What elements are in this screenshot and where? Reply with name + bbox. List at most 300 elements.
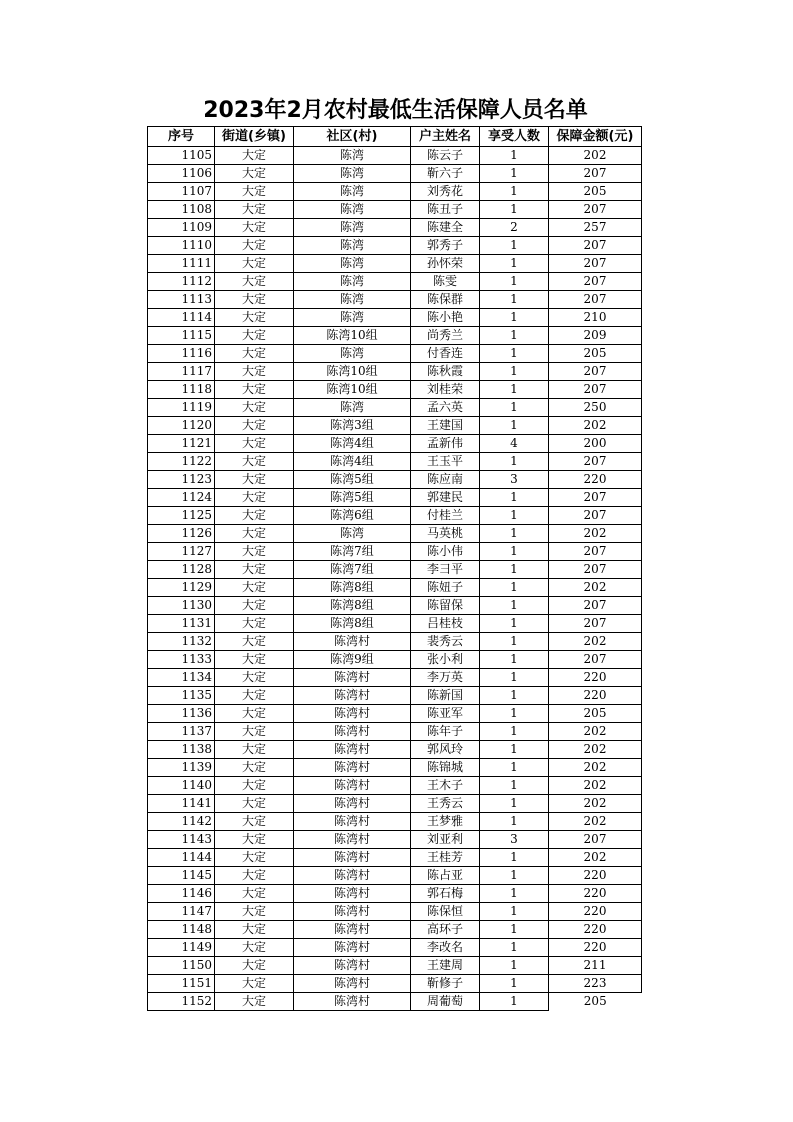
- cell-seq: 1112: [148, 273, 215, 291]
- cell-amount: 205: [549, 993, 642, 1011]
- cell-householder: 刘亚利: [411, 831, 480, 849]
- cell-householder: 郭建民: [411, 489, 480, 507]
- cell-persons: 1: [480, 273, 549, 291]
- cell-community: 陈湾村: [294, 975, 411, 993]
- cell-seq: 1120: [148, 417, 215, 435]
- cell-amount: 200: [549, 435, 642, 453]
- cell-householder: 高环子: [411, 921, 480, 939]
- cell-seq: 1105: [148, 147, 215, 165]
- cell-community: 陈湾村: [294, 813, 411, 831]
- cell-community: 陈湾3组: [294, 417, 411, 435]
- cell-street: 大定: [215, 417, 294, 435]
- cell-street: 大定: [215, 777, 294, 795]
- cell-persons: 2: [480, 219, 549, 237]
- cell-amount: 202: [549, 741, 642, 759]
- table-row: [148, 381, 642, 399]
- cell-street: 大定: [215, 183, 294, 201]
- table-row: [148, 543, 642, 561]
- table-row: [148, 417, 642, 435]
- cell-seq: 1137: [148, 723, 215, 741]
- cell-street: 大定: [215, 903, 294, 921]
- cell-seq: 1143: [148, 831, 215, 849]
- cell-householder: 王建国: [411, 417, 480, 435]
- cell-persons: 1: [480, 777, 549, 795]
- cell-community: 陈湾: [294, 183, 411, 201]
- cell-street: 大定: [215, 165, 294, 183]
- cell-householder: 陈保群: [411, 291, 480, 309]
- table-row: [148, 435, 642, 453]
- cell-street: 大定: [215, 255, 294, 273]
- cell-community: 陈湾10组: [294, 363, 411, 381]
- table-row: [148, 903, 642, 921]
- cell-community: 陈湾村: [294, 867, 411, 885]
- table-row: [148, 309, 642, 327]
- table-row: [148, 561, 642, 579]
- table-row: [148, 453, 642, 471]
- cell-householder: 张小利: [411, 651, 480, 669]
- cell-seq: 1136: [148, 705, 215, 723]
- cell-seq: 1147: [148, 903, 215, 921]
- cell-householder: 马英桃: [411, 525, 480, 543]
- cell-persons: 1: [480, 453, 549, 471]
- cell-persons: 1: [480, 687, 549, 705]
- cell-seq: 1122: [148, 453, 215, 471]
- cell-seq: 1150: [148, 957, 215, 975]
- table-row: [148, 993, 642, 1011]
- cell-persons: 1: [480, 867, 549, 885]
- table-row: [148, 255, 642, 273]
- cell-community: 陈湾: [294, 237, 411, 255]
- cell-street: 大定: [215, 741, 294, 759]
- cell-amount: 202: [549, 417, 642, 435]
- cell-householder: 郭秀子: [411, 237, 480, 255]
- cell-amount: 220: [549, 939, 642, 957]
- column-header-householder: 户主姓名: [411, 127, 480, 147]
- cell-community: 陈湾: [294, 309, 411, 327]
- cell-amount: 220: [549, 903, 642, 921]
- cell-street: 大定: [215, 201, 294, 219]
- cell-amount: 207: [549, 201, 642, 219]
- cell-amount: 250: [549, 399, 642, 417]
- cell-seq: 1121: [148, 435, 215, 453]
- cell-seq: 1148: [148, 921, 215, 939]
- cell-seq: 1129: [148, 579, 215, 597]
- cell-seq: 1126: [148, 525, 215, 543]
- cell-street: 大定: [215, 939, 294, 957]
- cell-persons: 1: [480, 237, 549, 255]
- cell-seq: 1116: [148, 345, 215, 363]
- cell-amount: 207: [549, 651, 642, 669]
- cell-householder: 陈应南: [411, 471, 480, 489]
- cell-street: 大定: [215, 471, 294, 489]
- cell-householder: 李改名: [411, 939, 480, 957]
- cell-street: 大定: [215, 345, 294, 363]
- cell-seq: 1109: [148, 219, 215, 237]
- table-row: [148, 615, 642, 633]
- cell-persons: 1: [480, 561, 549, 579]
- page-title: 2023年2月农村最低生活保障人员名单: [203, 98, 588, 123]
- cell-seq: 1145: [148, 867, 215, 885]
- cell-persons: 1: [480, 705, 549, 723]
- cell-householder: 王玉平: [411, 453, 480, 471]
- cell-community: 陈湾: [294, 147, 411, 165]
- cell-householder: 陈保恒: [411, 903, 480, 921]
- cell-street: 大定: [215, 525, 294, 543]
- cell-street: 大定: [215, 327, 294, 345]
- cell-amount: 207: [549, 507, 642, 525]
- cell-persons: 1: [480, 669, 549, 687]
- table-row: [148, 831, 642, 849]
- cell-community: 陈湾村: [294, 903, 411, 921]
- table-row: [148, 651, 642, 669]
- cell-amount: 207: [549, 543, 642, 561]
- cell-householder: 陈秋霞: [411, 363, 480, 381]
- cell-street: 大定: [215, 669, 294, 687]
- cell-seq: 1110: [148, 237, 215, 255]
- cell-seq: 1128: [148, 561, 215, 579]
- cell-seq: 1149: [148, 939, 215, 957]
- table-row: [148, 219, 642, 237]
- table-row: [148, 939, 642, 957]
- cell-householder: 王桂芳: [411, 849, 480, 867]
- cell-persons: 1: [480, 741, 549, 759]
- cell-seq: 1106: [148, 165, 215, 183]
- cell-amount: 207: [549, 453, 642, 471]
- cell-persons: 1: [480, 759, 549, 777]
- cell-amount: 207: [549, 237, 642, 255]
- cell-amount: 205: [549, 705, 642, 723]
- cell-householder: 李万英: [411, 669, 480, 687]
- table-row: [148, 363, 642, 381]
- cell-community: 陈湾8组: [294, 597, 411, 615]
- cell-persons: 1: [480, 849, 549, 867]
- cell-street: 大定: [215, 795, 294, 813]
- cell-persons: 1: [480, 615, 549, 633]
- cell-community: 陈湾: [294, 165, 411, 183]
- cell-persons: 1: [480, 345, 549, 363]
- cell-amount: 205: [549, 183, 642, 201]
- table-row: [148, 399, 642, 417]
- cell-persons: 1: [480, 399, 549, 417]
- cell-community: 陈湾8组: [294, 615, 411, 633]
- cell-seq: 1114: [148, 309, 215, 327]
- cell-persons: 1: [480, 147, 549, 165]
- cell-seq: 1118: [148, 381, 215, 399]
- cell-persons: 1: [480, 417, 549, 435]
- cell-community: 陈湾7组: [294, 561, 411, 579]
- cell-seq: 1123: [148, 471, 215, 489]
- cell-seq: 1151: [148, 975, 215, 993]
- table-row: [148, 597, 642, 615]
- cell-street: 大定: [215, 219, 294, 237]
- cell-amount: 202: [549, 147, 642, 165]
- cell-seq: 1132: [148, 633, 215, 651]
- cell-community: 陈湾: [294, 273, 411, 291]
- table-row: [148, 327, 642, 345]
- cell-street: 大定: [215, 453, 294, 471]
- cell-street: 大定: [215, 291, 294, 309]
- table-row: [148, 705, 642, 723]
- cell-amount: 211: [549, 957, 642, 975]
- cell-householder: 孟新伟: [411, 435, 480, 453]
- cell-community: 陈湾: [294, 345, 411, 363]
- cell-street: 大定: [215, 867, 294, 885]
- cell-persons: 1: [480, 885, 549, 903]
- cell-persons: 4: [480, 435, 549, 453]
- cell-amount: 202: [549, 525, 642, 543]
- cell-street: 大定: [215, 759, 294, 777]
- cell-seq: 1144: [148, 849, 215, 867]
- cell-community: 陈湾村: [294, 777, 411, 795]
- cell-amount: 207: [549, 363, 642, 381]
- cell-householder: 裴秀云: [411, 633, 480, 651]
- cell-seq: 1130: [148, 597, 215, 615]
- table-row: [148, 525, 642, 543]
- cell-householder: 孟六英: [411, 399, 480, 417]
- cell-street: 大定: [215, 507, 294, 525]
- cell-street: 大定: [215, 993, 294, 1011]
- cell-street: 大定: [215, 399, 294, 417]
- cell-householder: 陈丑子: [411, 201, 480, 219]
- cell-householder: 陈妞子: [411, 579, 480, 597]
- cell-seq: 1131: [148, 615, 215, 633]
- cell-community: 陈湾: [294, 291, 411, 309]
- cell-persons: 1: [480, 597, 549, 615]
- cell-persons: 1: [480, 993, 549, 1011]
- cell-householder: 陈云子: [411, 147, 480, 165]
- table-row: [148, 489, 642, 507]
- cell-persons: 1: [480, 975, 549, 993]
- cell-street: 大定: [215, 489, 294, 507]
- cell-street: 大定: [215, 723, 294, 741]
- cell-seq: 1125: [148, 507, 215, 525]
- cell-amount: 202: [549, 723, 642, 741]
- table-row: [148, 201, 642, 219]
- cell-seq: 1133: [148, 651, 215, 669]
- cell-community: 陈湾村: [294, 957, 411, 975]
- cell-seq: 1124: [148, 489, 215, 507]
- cell-seq: 1141: [148, 795, 215, 813]
- cell-householder: 陈占亚: [411, 867, 480, 885]
- cell-persons: 1: [480, 651, 549, 669]
- cell-street: 大定: [215, 381, 294, 399]
- cell-seq: 1111: [148, 255, 215, 273]
- table-row: [148, 957, 642, 975]
- cell-householder: 王木子: [411, 777, 480, 795]
- cell-community: 陈湾8组: [294, 579, 411, 597]
- cell-householder: 陈小伟: [411, 543, 480, 561]
- cell-community: 陈湾10组: [294, 381, 411, 399]
- cell-amount: 220: [549, 687, 642, 705]
- table-row: [148, 975, 642, 993]
- cell-persons: 1: [480, 183, 549, 201]
- cell-amount: 205: [549, 345, 642, 363]
- column-header-persons: 享受人数: [480, 127, 549, 147]
- cell-street: 大定: [215, 885, 294, 903]
- table-row: [148, 507, 642, 525]
- cell-community: 陈湾村: [294, 687, 411, 705]
- cell-street: 大定: [215, 957, 294, 975]
- cell-community: 陈湾村: [294, 921, 411, 939]
- cell-amount: 220: [549, 921, 642, 939]
- cell-persons: 1: [480, 381, 549, 399]
- cell-persons: 1: [480, 795, 549, 813]
- cell-community: 陈湾: [294, 219, 411, 237]
- cell-amount: 220: [549, 885, 642, 903]
- cell-street: 大定: [215, 435, 294, 453]
- cell-community: 陈湾村: [294, 993, 411, 1011]
- cell-amount: 220: [549, 471, 642, 489]
- cell-householder: 陈亚军: [411, 705, 480, 723]
- cell-community: 陈湾村: [294, 831, 411, 849]
- cell-persons: 1: [480, 363, 549, 381]
- cell-community: 陈湾村: [294, 759, 411, 777]
- cell-persons: 1: [480, 309, 549, 327]
- cell-seq: 1135: [148, 687, 215, 705]
- table-row: [148, 669, 642, 687]
- cell-householder: 靳六子: [411, 165, 480, 183]
- cell-community: 陈湾村: [294, 669, 411, 687]
- cell-householder: 陈雯: [411, 273, 480, 291]
- table-row: [148, 759, 642, 777]
- cell-street: 大定: [215, 543, 294, 561]
- cell-amount: 207: [549, 597, 642, 615]
- cell-street: 大定: [215, 633, 294, 651]
- cell-community: 陈湾村: [294, 795, 411, 813]
- cell-householder: 陈新国: [411, 687, 480, 705]
- cell-amount: 202: [549, 849, 642, 867]
- cell-householder: 王建周: [411, 957, 480, 975]
- cell-persons: 3: [480, 831, 549, 849]
- cell-community: 陈湾村: [294, 705, 411, 723]
- cell-community: 陈湾村: [294, 849, 411, 867]
- column-header-community: 社区(村): [294, 127, 411, 147]
- cell-persons: 1: [480, 525, 549, 543]
- cell-persons: 3: [480, 471, 549, 489]
- cell-persons: 1: [480, 507, 549, 525]
- cell-street: 大定: [215, 687, 294, 705]
- recipient-table: [147, 126, 642, 1011]
- table-row: [148, 885, 642, 903]
- cell-householder: 王梦雅: [411, 813, 480, 831]
- table-row: [148, 345, 642, 363]
- cell-amount: 207: [549, 291, 642, 309]
- cell-seq: 1113: [148, 291, 215, 309]
- cell-seq: 1140: [148, 777, 215, 795]
- cell-community: 陈湾: [294, 201, 411, 219]
- table-row: [148, 471, 642, 489]
- cell-householder: 靳修子: [411, 975, 480, 993]
- cell-householder: 王秀云: [411, 795, 480, 813]
- cell-community: 陈湾村: [294, 723, 411, 741]
- cell-seq: 1152: [148, 993, 215, 1011]
- cell-street: 大定: [215, 309, 294, 327]
- cell-seq: 1142: [148, 813, 215, 831]
- cell-householder: 付桂兰: [411, 507, 480, 525]
- table-row: [148, 687, 642, 705]
- table-row: [148, 777, 642, 795]
- cell-community: 陈湾9组: [294, 651, 411, 669]
- cell-householder: 孙怀荣: [411, 255, 480, 273]
- column-header-street: 街道(乡镇): [215, 127, 294, 147]
- table-row: [148, 273, 642, 291]
- cell-persons: 1: [480, 255, 549, 273]
- cell-street: 大定: [215, 615, 294, 633]
- cell-persons: 1: [480, 327, 549, 345]
- cell-householder: 付香连: [411, 345, 480, 363]
- cell-householder: 陈小艳: [411, 309, 480, 327]
- table-row: [148, 165, 642, 183]
- cell-amount: 220: [549, 669, 642, 687]
- table-header-row: [148, 127, 642, 147]
- cell-seq: 1146: [148, 885, 215, 903]
- cell-street: 大定: [215, 363, 294, 381]
- table-row: [148, 633, 642, 651]
- cell-community: 陈湾10组: [294, 327, 411, 345]
- cell-street: 大定: [215, 237, 294, 255]
- cell-street: 大定: [215, 273, 294, 291]
- cell-street: 大定: [215, 561, 294, 579]
- cell-seq: 1134: [148, 669, 215, 687]
- cell-persons: 1: [480, 165, 549, 183]
- cell-persons: 1: [480, 579, 549, 597]
- cell-amount: 207: [549, 273, 642, 291]
- cell-householder: 郭石梅: [411, 885, 480, 903]
- table-row: [148, 849, 642, 867]
- cell-community: 陈湾5组: [294, 489, 411, 507]
- column-header-seq: 序号: [148, 127, 215, 147]
- cell-community: 陈湾6组: [294, 507, 411, 525]
- cell-amount: 207: [549, 831, 642, 849]
- cell-community: 陈湾村: [294, 885, 411, 903]
- cell-community: 陈湾: [294, 255, 411, 273]
- cell-persons: 1: [480, 543, 549, 561]
- cell-amount: 207: [549, 255, 642, 273]
- cell-community: 陈湾: [294, 525, 411, 543]
- cell-amount: 207: [549, 489, 642, 507]
- cell-householder: 尚秀兰: [411, 327, 480, 345]
- cell-persons: 1: [480, 489, 549, 507]
- cell-householder: 刘桂荣: [411, 381, 480, 399]
- cell-amount: 209: [549, 327, 642, 345]
- cell-community: 陈湾4组: [294, 435, 411, 453]
- cell-street: 大定: [215, 975, 294, 993]
- cell-street: 大定: [215, 147, 294, 165]
- cell-amount: 257: [549, 219, 642, 237]
- cell-persons: 1: [480, 633, 549, 651]
- cell-community: 陈湾4组: [294, 453, 411, 471]
- cell-seq: 1115: [148, 327, 215, 345]
- cell-community: 陈湾村: [294, 633, 411, 651]
- cell-persons: 1: [480, 291, 549, 309]
- cell-persons: 1: [480, 957, 549, 975]
- cell-amount: 202: [549, 759, 642, 777]
- cell-amount: 223: [549, 975, 642, 993]
- table-row: [148, 795, 642, 813]
- cell-seq: 1139: [148, 759, 215, 777]
- cell-seq: 1138: [148, 741, 215, 759]
- cell-street: 大定: [215, 579, 294, 597]
- cell-community: 陈湾: [294, 399, 411, 417]
- cell-street: 大定: [215, 849, 294, 867]
- cell-persons: 1: [480, 723, 549, 741]
- cell-amount: 202: [549, 795, 642, 813]
- cell-householder: 郭风玲: [411, 741, 480, 759]
- cell-street: 大定: [215, 651, 294, 669]
- table-row: [148, 147, 642, 165]
- cell-seq: 1107: [148, 183, 215, 201]
- cell-community: 陈湾村: [294, 939, 411, 957]
